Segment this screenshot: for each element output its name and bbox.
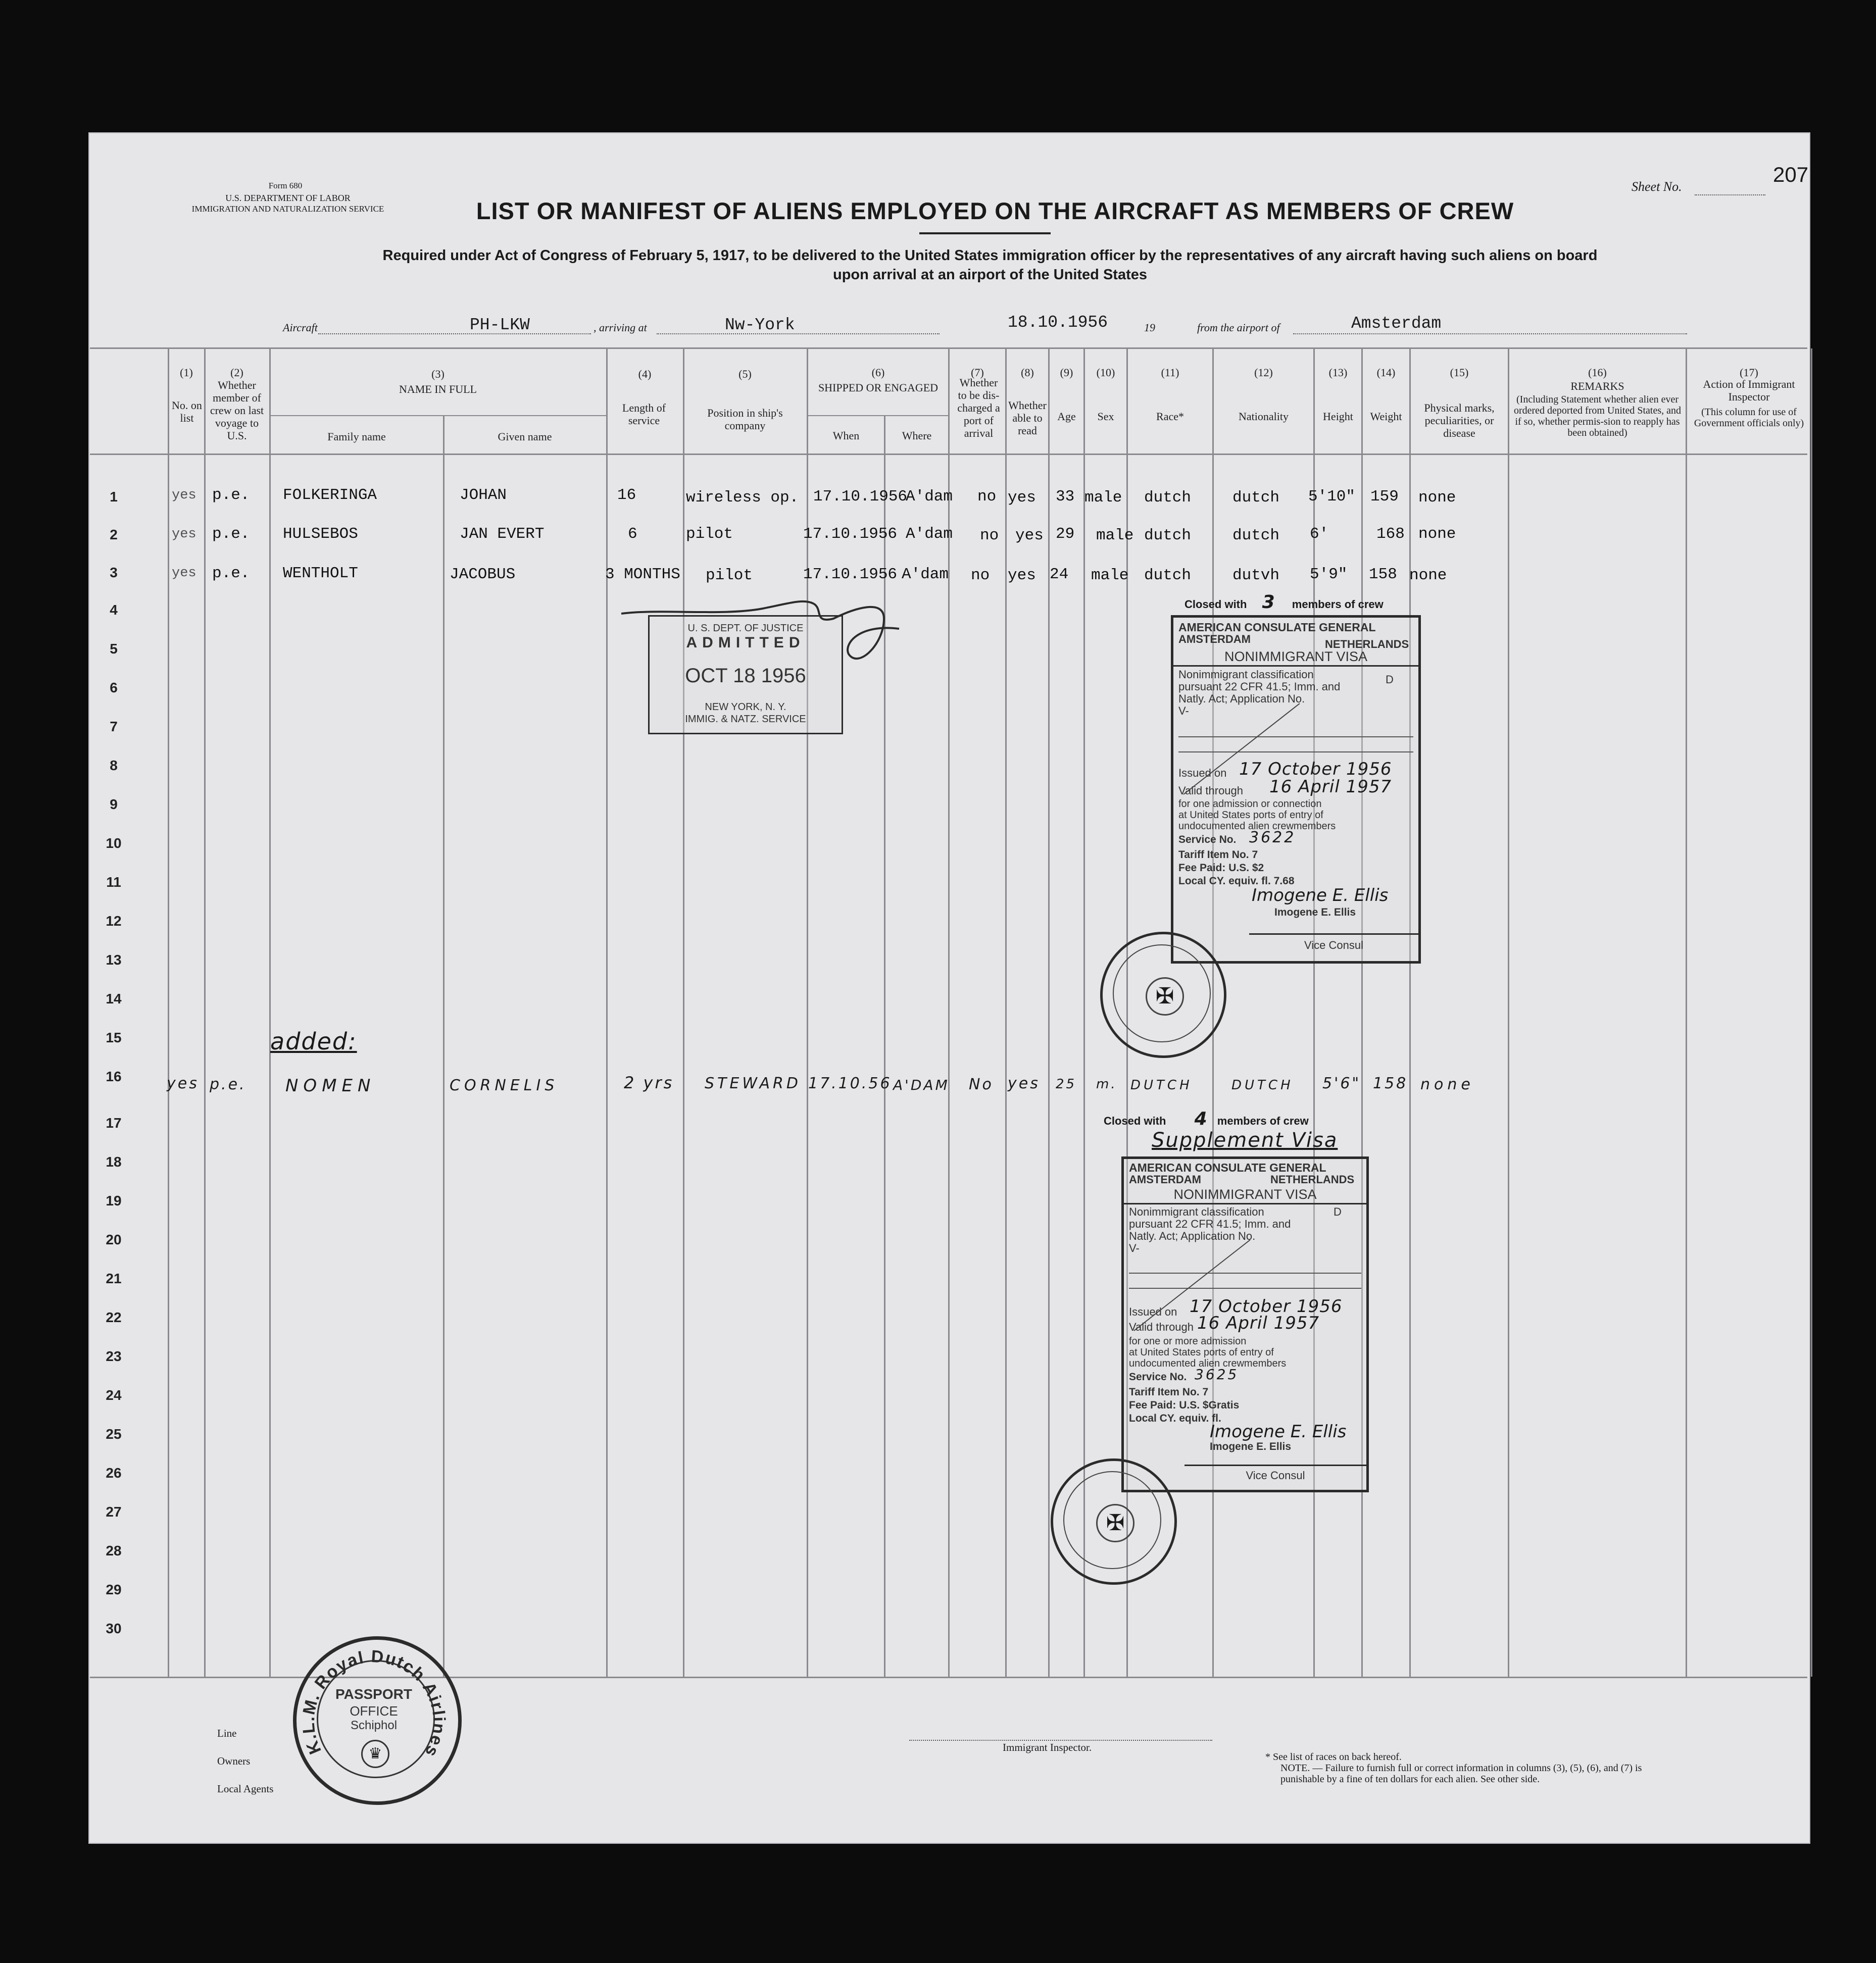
visa-tariff: Tariff Item No. 7	[1178, 849, 1258, 861]
consul-signature: Imogene E. Ellis	[1210, 1422, 1347, 1442]
cell-weight: 168	[1376, 525, 1405, 543]
hw-race: DUTCH	[1130, 1078, 1193, 1093]
col-divider	[1811, 348, 1812, 1677]
klm-line2: OFFICE	[350, 1703, 398, 1719]
col12-number: (12)	[1254, 366, 1273, 379]
visa-consulate: AMERICAN CONSULATE GENERAL	[1178, 621, 1376, 634]
col9-number: (9)	[1060, 366, 1073, 379]
col16-subheader: (Including Statement whether alien ever ordered deported from United States, and if so, whether permis-sion to reapply has been obtained)	[1513, 394, 1681, 438]
row-number: 22	[106, 1310, 122, 1325]
klm-ring-label: K.L.M. Royal Dutch Airlines	[299, 1646, 449, 1761]
col-divider	[1409, 348, 1411, 1677]
row-number: 19	[106, 1193, 122, 1209]
col2-number: (2)	[230, 366, 243, 379]
inspector-signature-line	[909, 1740, 1212, 1741]
col14-header: Weight	[1370, 410, 1402, 423]
cell-age: 29	[1056, 525, 1075, 543]
cell-read: yes	[1015, 527, 1044, 544]
visa-issued-date: 17 October 1956	[1190, 1296, 1343, 1317]
cell-height: 5'9"	[1310, 566, 1348, 583]
cell-weight: 158	[1369, 566, 1397, 583]
visa-pursuant: pursuant 22 CFR 41.5; Imm. and	[1129, 1218, 1291, 1230]
visa-country: NETHERLANDS	[1325, 638, 1409, 650]
visa-issued-date: 17 October 1956	[1239, 759, 1392, 779]
hw-age: 25	[1056, 1077, 1077, 1092]
cell-sex: male	[1096, 527, 1134, 544]
row-number: 6	[110, 680, 118, 695]
row-number: 10	[106, 835, 122, 851]
cell-length-service: 6	[628, 525, 637, 543]
visa-service-label: Service No.	[1129, 1371, 1187, 1383]
cell-family-name: FOLKERINGA	[283, 486, 377, 504]
row-number: 17	[106, 1115, 122, 1131]
visa-city: AMSTERDAM	[1178, 633, 1251, 645]
cell-length-service: 16	[617, 486, 636, 504]
col1-header: No. on list	[172, 399, 202, 424]
hw-family-name: NOMEN	[285, 1076, 376, 1096]
note-failure: NOTE. — Failure to furnish full or correct information in columns (3), (5), (6), and (7) is	[1280, 1763, 1642, 1774]
cell-when: 17.10.1956	[803, 525, 898, 543]
note-fine: punishable by a fine of ten dollars for each alien. See other side.	[1280, 1774, 1540, 1785]
cell-last-voyage: p.e.	[212, 486, 250, 504]
col3-family-header: Family name	[327, 430, 386, 443]
footer-agents-label: Local Agents	[217, 1783, 274, 1795]
col-divider	[948, 348, 950, 1677]
eagle-emblem-icon: ✠	[1096, 1504, 1134, 1542]
cell-when: 17.10.1956	[803, 566, 898, 583]
hw-weight: 158	[1373, 1075, 1408, 1092]
hw-position: STEWARD	[705, 1075, 801, 1092]
row-number: 8	[110, 758, 118, 773]
cell-sex: male	[1084, 489, 1122, 507]
row-number: 7	[110, 719, 118, 734]
row-number: 24	[106, 1387, 122, 1403]
name-subheader-line	[270, 415, 606, 416]
visa-tariff: Tariff Item No. 7	[1129, 1386, 1209, 1398]
col4-header: Length of service	[622, 401, 666, 427]
from-label: from the airport of	[1197, 321, 1280, 334]
arrival-date: 18.10.1956	[1008, 313, 1108, 332]
cell-position: pilot	[686, 525, 733, 543]
visa-service-number: 3625	[1195, 1366, 1239, 1383]
col-divider	[1686, 348, 1687, 1677]
consul-signature: Imogene E. Ellis	[1252, 885, 1389, 905]
col16-number: (16)	[1588, 366, 1607, 379]
visa-local-cy: Local CY. equiv. fl.	[1129, 1413, 1221, 1424]
col17-number: (17)	[1740, 366, 1758, 379]
visa-type: NONIMMIGRANT VISA	[1224, 649, 1368, 664]
col3-number: (3)	[431, 368, 445, 380]
visa-v-number: V-	[1178, 704, 1189, 717]
page-title: LIST OR MANIFEST OF ALIENS EMPLOYED ON THE AIRCRAFT AS MEMBERS OF CREW	[476, 197, 1514, 224]
visa-for-line1: for one or more admission	[1129, 1336, 1247, 1347]
hw-given-name: CORNELIS	[450, 1077, 559, 1094]
cell-marks: none	[1418, 489, 1456, 507]
col17-subheader: (This column for use of Government officials only)	[1694, 407, 1804, 429]
hw-nationality: DUTCH	[1231, 1078, 1294, 1093]
cell-discharged: no	[980, 527, 999, 544]
visa-for-line3: undocumented alien crewmembers	[1129, 1358, 1287, 1369]
cell-discharged: no	[971, 567, 990, 584]
cell-last-voyage: p.e.	[212, 565, 250, 582]
visa-for-line3: undocumented alien crewmembers	[1178, 821, 1336, 832]
cell-given-name: JAN EVERT	[460, 525, 545, 543]
subtitle-line1: Required under Act of Congress of February 5, 1917, to be delivered to the United States immigration officer by the representatives of any aircraft having such aliens on board	[382, 247, 1598, 264]
cell-weight: 159	[1370, 488, 1399, 506]
cell-family-name: HULSEBOS	[283, 525, 358, 543]
row-number: 14	[106, 991, 122, 1006]
col11-number: (11)	[1161, 366, 1179, 379]
row-number: 30	[106, 1621, 122, 1636]
row-number: 25	[106, 1426, 122, 1442]
cell-age: 24	[1050, 566, 1069, 583]
crown-emblem-icon: ♛	[361, 1740, 389, 1768]
cell-marks: none	[1409, 567, 1447, 584]
col-divider	[269, 348, 271, 1677]
hw-last-voyage: p.e.	[210, 1076, 246, 1093]
row-number: 9	[110, 796, 118, 812]
cell-given-name: JOHAN	[460, 486, 507, 504]
visa-city: AMSTERDAM	[1129, 1173, 1201, 1186]
shipped-subheader-line	[807, 415, 948, 416]
row-number: 12	[106, 913, 122, 929]
col8-header: Whether able to read	[1008, 399, 1047, 437]
footer-owners-label: Owners	[217, 1755, 251, 1767]
from-airport: Amsterdam	[1351, 314, 1442, 333]
visa-fee: Fee Paid: U.S. $Gratis	[1129, 1399, 1240, 1411]
visa-country: NETHERLANDS	[1270, 1173, 1355, 1186]
hw-length-service: 2 yrs	[624, 1073, 674, 1092]
supplement-visa-note: Supplement Visa	[1152, 1129, 1338, 1152]
visa-signer: Imogene E. Ellis	[1274, 907, 1356, 918]
row-number: 15	[106, 1030, 122, 1045]
hw-read: yes	[1008, 1075, 1040, 1092]
note-races: * See list of races on back hereof.	[1265, 1751, 1402, 1763]
visa-application: Natly. Act; Application No.	[1129, 1230, 1256, 1242]
closed-with-text: Closed with	[1104, 1115, 1166, 1127]
visa-valid-date: 16 April 1957	[1269, 777, 1392, 797]
row-number: 26	[106, 1465, 122, 1481]
year-label: 19	[1144, 321, 1155, 334]
col17-header: Action of Immigrant Inspector	[1703, 378, 1795, 403]
col-divider	[1508, 348, 1509, 1677]
visa-application: Natly. Act; Application No.	[1178, 692, 1305, 705]
closed-with-text: Closed with	[1184, 598, 1247, 611]
row-number: 20	[106, 1232, 122, 1247]
inspector-label: Immigrant Inspector.	[1003, 1741, 1092, 1753]
cell-position: wireless op.	[686, 489, 799, 507]
closed-with-members: members of crew	[1292, 598, 1384, 611]
inspector-signature-scrawl	[621, 588, 904, 679]
closed-with-count: 4	[1194, 1109, 1209, 1129]
added-note: added:	[270, 1028, 357, 1055]
visa-service-label: Service No.	[1178, 834, 1237, 845]
cell-race: dutch	[1144, 527, 1192, 544]
row-number: 21	[106, 1271, 122, 1286]
col16-header: REMARKS	[1570, 380, 1624, 392]
row-number: 27	[106, 1504, 122, 1520]
visa-for-line1: for one admission or connection	[1178, 798, 1322, 810]
row-number: 4	[110, 602, 118, 618]
cell-where: A'dam	[906, 488, 953, 506]
prev-voyage-mark: yes	[172, 566, 196, 581]
row-number: 29	[106, 1582, 122, 1597]
col-divider	[1005, 348, 1007, 1677]
hw-marks: none	[1420, 1076, 1474, 1093]
col12-header: Nationality	[1239, 410, 1289, 423]
col3-header: NAME IN FULL	[399, 383, 477, 395]
visa-v-number: V-	[1129, 1242, 1140, 1254]
col5-header: Position in ship's company	[707, 407, 783, 432]
cell-nationality: dutvh	[1232, 567, 1280, 584]
col-divider	[204, 348, 206, 1677]
col5-number: (5)	[738, 368, 752, 380]
cell-read: yes	[1008, 489, 1036, 507]
col-divider	[606, 348, 608, 1677]
visa-signer: Imogene E. Ellis	[1210, 1441, 1292, 1452]
consulate-seal-1	[1100, 932, 1226, 1058]
footer-line-label: Line	[217, 1727, 237, 1739]
visa-classification: Nonimmigrant classification	[1178, 668, 1314, 681]
cell-when: 17.10.1956	[813, 488, 908, 506]
row-number: 13	[106, 952, 122, 968]
cell-age: 33	[1056, 488, 1075, 506]
visa-service-number: 3622	[1249, 829, 1296, 846]
cell-discharged: no	[977, 488, 997, 506]
consulate-seal-2	[1051, 1458, 1177, 1585]
row-number: 18	[106, 1154, 122, 1170]
from-underline	[1293, 333, 1687, 334]
row-number: 5	[110, 641, 118, 657]
klm-line3: Schiphol	[350, 1719, 398, 1732]
row-number: 1	[110, 489, 118, 505]
cell-last-voyage: p.e.	[212, 525, 250, 543]
col-divider	[807, 348, 808, 1677]
row-number: 11	[106, 874, 121, 890]
hw-height: 5'6"	[1322, 1075, 1361, 1092]
sheet-underline	[1695, 194, 1765, 195]
visa-stamp-1	[1171, 615, 1421, 964]
cell-given-name: JACOBUS	[450, 566, 516, 583]
col15-header: Physical marks, peculiarities, or disease	[1424, 401, 1495, 439]
hw-discharged: No	[969, 1076, 994, 1093]
col6-number: (6)	[871, 366, 885, 379]
arriving-underline	[657, 333, 940, 334]
col13-number: (13)	[1328, 366, 1348, 379]
cell-nationality: dutch	[1232, 489, 1280, 507]
visa-issued-label: Issued on	[1178, 767, 1227, 779]
prev-voyage-mark: yes	[172, 527, 196, 542]
row-number: 3	[110, 565, 118, 580]
subtitle-line2: upon arrival at an airport of the United States	[833, 267, 1147, 283]
cell-marks: none	[1418, 525, 1456, 543]
visa-local-cy: Local CY. equiv. fl. 7.68	[1178, 875, 1295, 887]
visa-pursuant: pursuant 22 CFR 41.5; Imm. and	[1178, 680, 1341, 693]
visa-title: Vice Consul	[1246, 1469, 1305, 1482]
visa-valid-date: 16 April 1957	[1197, 1313, 1320, 1333]
visa-for-line2: at United States ports of entry of	[1178, 810, 1323, 821]
visa-consulate: AMERICAN CONSULATE GENERAL	[1129, 1161, 1326, 1174]
col9-header: Age	[1057, 410, 1076, 423]
col10-number: (10)	[1096, 366, 1115, 379]
aircraft-id: PH-LKW	[470, 316, 530, 334]
klm-line1: PASSPORT	[335, 1686, 412, 1702]
col-divider	[168, 348, 169, 1677]
cell-family-name: WENTHOLT	[283, 565, 358, 582]
col8-number: (8)	[1021, 366, 1034, 379]
row-number: 28	[106, 1543, 122, 1558]
row-number: 16	[106, 1069, 122, 1084]
col6-header: SHIPPED OR ENGAGED	[818, 381, 939, 394]
sheet-number: 207	[1773, 163, 1809, 186]
eagle-emblem-icon: ✠	[1146, 977, 1184, 1016]
visa-valid-label: Valid through	[1178, 784, 1244, 797]
form-number: Form 680	[268, 181, 303, 190]
visa-for-line2: at United States ports of entry of	[1129, 1347, 1274, 1358]
department: U.S. DEPARTMENT OF LABOR	[225, 193, 351, 203]
cell-height: 5'10"	[1308, 488, 1356, 506]
row-number: 23	[106, 1348, 122, 1364]
col7-number: (7)	[971, 366, 984, 379]
closed-with-members: members of crew	[1217, 1115, 1309, 1127]
arriving-city: Nw-York	[725, 316, 795, 334]
service-name: IMMIGRATION AND NATURALIZATION SERVICE	[191, 204, 384, 214]
hw-sex: m.	[1096, 1077, 1117, 1092]
cell-where: A'dam	[906, 525, 953, 543]
hw-where: A'DAM	[893, 1077, 950, 1093]
col7-header: Whether to be dis-charged a port of arrival	[957, 376, 1000, 439]
closed-with-count: 3	[1262, 592, 1277, 613]
stamp-service: IMMIG. & NATZ. SERVICE	[685, 714, 806, 725]
col-divider	[443, 415, 445, 1677]
visa-class-letter: D	[1386, 673, 1394, 686]
col10-header: Sex	[1097, 410, 1114, 423]
visa-issued-label: Issued on	[1129, 1305, 1177, 1318]
col15-number: (15)	[1450, 366, 1469, 379]
col6-where-header: Where	[902, 429, 932, 442]
cell-nationality: dutch	[1232, 527, 1280, 544]
title-underline	[919, 232, 1051, 234]
cell-read: yes	[1008, 567, 1036, 584]
cell-height: 6'	[1310, 525, 1329, 543]
visa-fee: Fee Paid: U.S. $2	[1178, 862, 1264, 874]
cell-position: pilot	[706, 567, 753, 584]
row-number: 2	[110, 527, 118, 542]
col13-header: Height	[1323, 410, 1353, 423]
visa-class-letter: D	[1334, 1205, 1342, 1218]
cell-race: dutch	[1144, 567, 1192, 584]
cell-sex: male	[1091, 567, 1129, 584]
cell-length-service: 3 MONTHS	[605, 566, 680, 583]
visa-valid-label: Valid through	[1129, 1321, 1194, 1333]
hw-prev-voyage: yes	[167, 1075, 199, 1092]
visa-strike-line	[1178, 698, 1305, 799]
visa-stamp-2	[1121, 1156, 1369, 1492]
stamp-dept: U. S. DEPT. OF JUSTICE	[687, 623, 804, 634]
sheet-label: Sheet No.	[1632, 179, 1682, 194]
prev-voyage-mark: yes	[172, 488, 196, 503]
closed-with-label-2	[1104, 1109, 1309, 1129]
aircraft-label: Aircraft	[283, 321, 318, 334]
visa-strike-line	[1129, 1235, 1255, 1336]
stamp-date: OCT 18 1956	[685, 665, 806, 687]
col-divider	[683, 348, 684, 1677]
visa-type: NONIMMIGRANT VISA	[1173, 1187, 1317, 1202]
col1-number: (1)	[180, 366, 193, 379]
closed-with-label-1	[1184, 592, 1384, 613]
cell-where: A'dam	[902, 566, 949, 583]
hw-when: 17.10.56	[808, 1075, 892, 1092]
col11-header: Race*	[1156, 410, 1184, 423]
visa-title: Vice Consul	[1304, 939, 1363, 951]
cell-race: dutch	[1144, 489, 1192, 507]
col2-header: Whether member of crew on last voyage to U.S.	[210, 379, 264, 442]
klm-passport-stamp	[293, 1636, 462, 1805]
visa-classification: Nonimmigrant classification	[1129, 1205, 1264, 1218]
stamp-place: NEW YORK, N. Y.	[705, 701, 786, 713]
col14-number: (14)	[1376, 366, 1396, 379]
col4-number: (4)	[638, 368, 652, 380]
col3-given-header: Given name	[498, 430, 552, 443]
col6-when-header: When	[832, 429, 860, 442]
aircraft-underline	[318, 333, 591, 334]
stamp-status: ADMITTED	[686, 634, 805, 651]
arriving-label: , arriving at	[594, 321, 647, 334]
col-divider	[1048, 348, 1050, 1677]
